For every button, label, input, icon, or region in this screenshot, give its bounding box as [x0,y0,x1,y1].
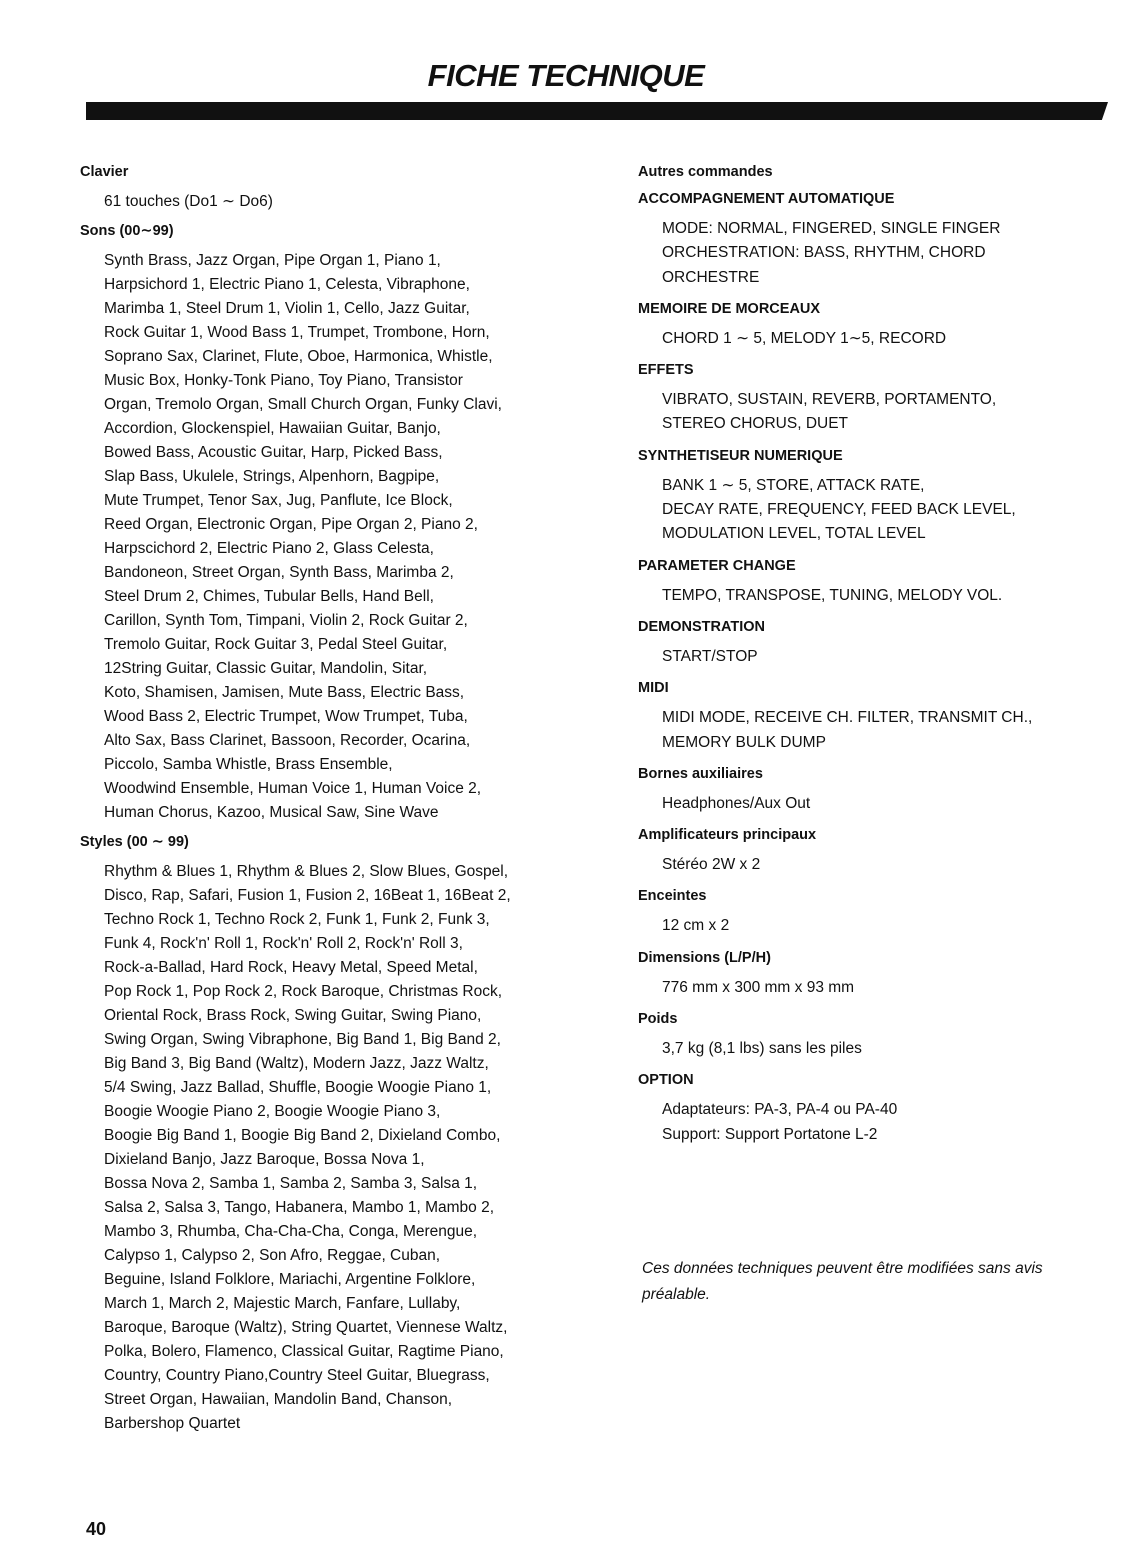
section-sons [80,221,620,825]
section-text: Stéréo 2W x 2 [662,856,761,874]
autres-commandes-heading: Autres commandes [638,164,773,180]
section-heading: Dimensions (L/P/H) [638,949,771,966]
section-demonstration [638,617,1128,669]
page-number: 40 [86,1519,107,1539]
section-text: MIDI MODE, RECEIVE CH. FILTER, TRANSMIT CH., MEMORY BULK DUMP [662,709,1033,751]
section-text: Rhythm & Blues 1, Rhythm & Blues 2, Slow Blues, Gospel, Disco, Rap, Safari, Fusion 1, Fusion 2, 16Beat 1, 16Beat 2, Techno Rock 1, Techno Rock 2, Funk 1, Funk 2, Funk 3, Funk 4, Rock'n' Roll 1, Rock'n' Roll 2, Rock'n' Roll 3, Rock-a-Ballad, Hard Rock, Heavy Metal, Speed Metal, Pop Rock 1, Pop Rock 2, Rock Baroque, Christmas Rock, Oriental Rock, Brass Rock, Swing Guitar, Swing Piano, Swing Organ, Swing Vibraphone, Big Band 1, Big Band 2, Big Band 3, Big Band (Waltz), Modern Jazz, Jazz Waltz, 5/4 Swing, Jazz Ballad, Shuffle, Boogie Woogie Piano 1, Boogie Woogie Piano 2, Boogie Woogie Piano 3, Boogie Big Band 1, Boogie Big Band 2, Dixieland Combo, Dixieland Banjo, Jazz Baroque, Bossa Nova 1, Bossa Nova 2, Samba 1, Samba 2, Samba 3, Salsa 1, Salsa 2, Salsa 3, Tango, Habanera, Mambo 1, Mambo 2, Mambo 3, Rhumba, Cha-Cha-Cha, Conga, Merengue, Calypso 1, Calypso 2, Son Afro, Reggae, Cuban, Beguine, Island Folklore, Mariachi, Argentine Folklore, March 1, March 2, Majestic March, Fanfare, Lullaby, Baroque, Baroque (Waltz), String Quartet, Viennese Waltz, Polka, Bolero, Flamenco, Classical Guitar, Ragtime Piano, Country, Country Piano,Country Steel Guitar, Bluegrass, Street Organ, Hawaiian, Mandolin Band, Chanson, Barbershop Quartet [104,863,511,1432]
section-text: TEMPO, TRANSPOSE, TUNING, MELODY VOL. [662,586,1003,604]
section-parameter-change [638,556,1128,608]
disclaimer-line-2: préalable. [642,1286,711,1303]
section-text: CHORD 1 ∼ 5, MELODY 1∼5, RECORD [662,329,947,347]
section-heading: MEMOIRE DE MORCEAUX [638,300,821,317]
section-text: BANK 1 ∼ 5, STORE, ATTACK RATE, DECAY RATE, FREQUENCY, FEED BACK LEVEL, MODULATION LEVEL, TOTAL LEVEL [662,476,1016,543]
section-heading: DEMONSTRATION [638,618,766,635]
section-clavier [80,162,620,214]
section-heading: Styles (00 ∼ 99) [80,834,189,850]
section-heading: OPTION [638,1072,694,1089]
section-text: 3,7 kg (8,1 lbs) sans les piles [662,1040,862,1058]
section-heading: Enceintes [638,888,707,905]
section-midi [638,678,1128,755]
section-text: Headphones/Aux Out [662,794,811,812]
section-styles [80,832,620,1436]
disclaimer-note [642,1256,1132,1308]
section-text: 61 touches (Do1 ∼ Do6) [104,193,273,210]
section-text: 12 cm x 2 [662,917,730,935]
section-bornes [638,764,1128,816]
section-heading: Poids [638,1011,678,1028]
section-text: 776 mm x 300 mm x 93 mm [662,978,855,996]
section-text: VIBRATO, SUSTAIN, REVERB, PORTAMENTO, STEREO CHORUS, DUET [662,391,997,433]
section-accompagnement [638,189,1128,290]
section-heading: Amplificateurs principaux [638,827,817,844]
section-heading: ACCOMPAGNEMENT AUTOMATIQUE [638,191,895,207]
section-heading: EFFETS [638,362,694,379]
section-heading: Sons (00∼99) [80,223,174,239]
section-synthetiseur [638,446,1128,547]
section-text: MODE: NORMAL, FINGERED, SINGLE FINGER ORCHESTRATION: BASS, RHYTHM, CHORD ORCHESTRE [662,220,1001,286]
right-column [638,162,1128,1156]
section-option [638,1070,1128,1147]
section-text: Adaptateurs: PA-3, PA-4 ou PA-40 Support: Support Portatone L-2 [662,1101,898,1143]
left-column [80,162,620,1443]
section-text: START/STOP [662,647,758,665]
section-dimensions [638,948,1128,1000]
section-amplificateurs [638,825,1128,877]
section-heading: MIDI [638,680,669,697]
page-title: FICHE TECHNIQUE [427,58,705,93]
section-poids [638,1009,1128,1061]
section-effets [638,360,1128,437]
section-memoire [638,299,1128,351]
disclaimer-line-1: Ces données techniques peuvent être modifiées sans avis [642,1260,1043,1277]
section-text: Synth Brass, Jazz Organ, Pipe Organ 1, Piano 1, Harpsichord 1, Electric Piano 1, Celesta, Vibraphone, Marimba 1, Steel Drum 1, Violin 1, Cello, Jazz Guitar, Rock Guitar 1, Wood Bass 1, Trumpet, Trombone, Horn, Soprano Sax, Clarinet, Flute, Oboe, Harmonica, Whistle, Music Box, Honky-Tonk Piano, Toy Piano, Transistor Organ, Tremolo Organ, Small Church Organ, Funky Clavi, Accordion, Glockenspiel, Hawaiian Guitar, Banjo, Bowed Bass, Acoustic Guitar, Harp, Picked Bass, Slap Bass, Ukulele, Strings, Alpenhorn, Bagpipe, Mute Trumpet, Tenor Sax, Jug, Panflute, Ice Block, Reed Organ, Electronic Organ, Pipe Organ 2, Piano 2, Harpscichord 2, Electric Piano 2, Glass Celesta, Bandoneon, Street Organ, Synth Bass, Marimba 2, Steel Drum 2, Chimes, Tubular Bells, Hand Bell, Carillon, Synth Tom, Timpani, Violin 2, Rock Guitar 2, Tremolo Guitar, Rock Guitar 3, Pedal Steel Guitar, 12String Guitar, Classic Guitar, Mandolin, Sitar, Koto, Shamisen, Jamisen, Mute Bass, Electric Bass, Wood Bass 2, Electric Trumpet, Wow Trumpet, Tuba, Alto Sax, Bass Clarinet, Bassoon, Recorder, Ocarina, Piccolo, Samba Whistle, Brass Ensemble, Woodwind Ensemble, Human Voice 1, Human Voice 2, Human Chorus, Kazoo, Musical Saw, Sine Wave [104,252,502,821]
section-enceintes [638,886,1128,938]
section-heading: Bornes auxiliaires [638,765,763,782]
section-heading: SYNTHETISEUR NUMERIQUE [638,447,843,464]
title-underline-bar [86,102,1108,120]
section-heading: Clavier [80,164,129,180]
section-heading: PARAMETER CHANGE [638,557,796,574]
